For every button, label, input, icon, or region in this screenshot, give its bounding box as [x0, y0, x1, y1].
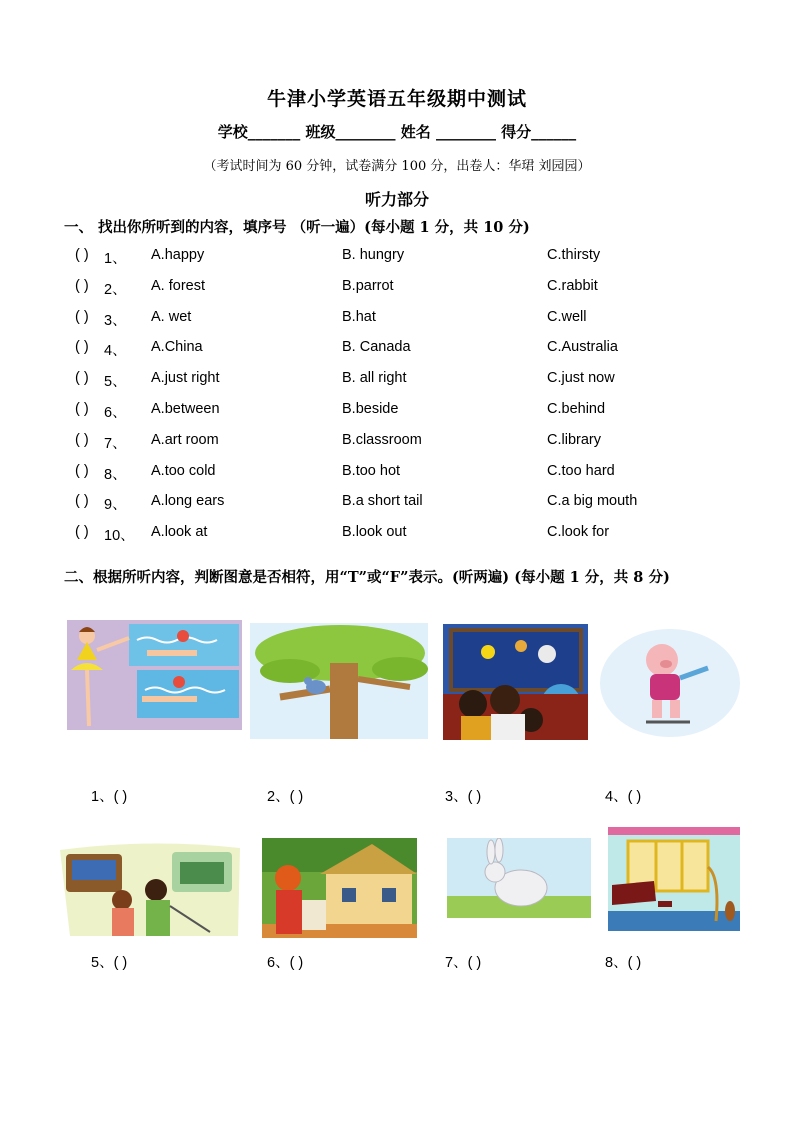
option-c: C.thirsty [547, 247, 601, 263]
picture-6-answer[interactable]: 6、( ) [267, 955, 304, 971]
picture-bird-in-tree [250, 623, 428, 739]
answer-bracket[interactable]: ( ) [75, 277, 89, 294]
option-a: A. wet [151, 308, 192, 325]
answer-bracket[interactable]: ( ) [75, 401, 89, 417]
picture-8-answer[interactable]: 8、( ) [605, 955, 642, 971]
option-a: A.happy [151, 247, 205, 263]
picture-1-answer[interactable]: 1、( ) [91, 789, 128, 805]
student-info-line: 学校_______ 班级________ 姓名 ________ 得分______ [217, 123, 577, 141]
option-a: A.China [151, 339, 203, 356]
question-number: 7、 [104, 435, 127, 452]
question-number: 3、 [104, 312, 127, 329]
option-b: B.classroom [342, 431, 422, 448]
option-b: B.too hot [342, 462, 401, 479]
answer-bracket[interactable]: ( ) [75, 431, 89, 448]
option-a: A. forest [151, 277, 205, 294]
option-b: B.look out [342, 524, 407, 541]
picture-7-answer[interactable]: 7、( ) [445, 955, 482, 971]
option-c: C.behind [547, 401, 606, 417]
picture-girl-near-house [262, 838, 417, 938]
option-b: B. Canada [342, 339, 411, 356]
part2-heading: 二、根据所听内容，判断图意是否相符，用“T”或“F”表示。(听两遍) (每小题 1 分，共 8 分) [64, 569, 670, 586]
answer-bracket[interactable]: ( ) [75, 493, 89, 510]
picture-children-school [60, 840, 240, 936]
option-c: C.look for [547, 524, 610, 541]
picture-music-room [608, 827, 740, 931]
option-b: B. hungry [342, 247, 405, 263]
option-c: C.a big mouth [547, 493, 638, 510]
option-a: A.art room [151, 431, 219, 448]
question-number: 8、 [104, 466, 127, 483]
picture-2-answer[interactable]: 2、( ) [267, 789, 304, 805]
option-c: C.Australia [547, 339, 618, 356]
question-number: 6、 [104, 405, 127, 421]
picture-rabbit [447, 838, 591, 918]
option-b: B.parrot [342, 277, 394, 294]
picture-dancer-swimmers [67, 620, 242, 730]
question-number: 5、 [104, 374, 127, 391]
option-b: B.beside [342, 401, 399, 417]
option-c: C.rabbit [547, 277, 598, 294]
answer-bracket[interactable]: ( ) [75, 370, 89, 387]
listening-section-title: 听力部分 [364, 190, 429, 209]
answer-bracket[interactable]: ( ) [75, 339, 89, 356]
answer-bracket[interactable]: ( ) [75, 462, 89, 479]
option-c: C.library [547, 431, 601, 448]
picture-5-answer[interactable]: 5、( ) [91, 955, 128, 971]
question-number: 2、 [104, 281, 127, 298]
option-a: A.just right [151, 370, 220, 387]
option-b: B.hat [342, 308, 376, 325]
answer-bracket[interactable]: ( ) [75, 524, 89, 541]
picture-3-answer[interactable]: 3、( ) [445, 789, 482, 805]
option-a: A.long ears [151, 493, 225, 510]
option-c: C.well [547, 308, 587, 325]
option-b: B.a short tail [342, 493, 423, 510]
picture-4-answer[interactable]: 4、( ) [605, 789, 642, 805]
option-a: A.between [151, 401, 220, 417]
picture-children-at-aquarium [443, 624, 588, 740]
option-a: A.too cold [151, 462, 216, 479]
question-number: 4、 [104, 343, 127, 360]
picture-pig-skating [598, 626, 743, 740]
question-number: 10、 [104, 528, 135, 545]
question-number: 1、 [104, 251, 127, 267]
answer-bracket[interactable]: ( ) [75, 308, 89, 325]
page-title: 牛津小学英语五年级期中测试 [266, 88, 527, 110]
option-a: A.look at [151, 524, 208, 541]
answer-bracket[interactable]: ( ) [75, 247, 89, 263]
part1-heading: 一、 找出你所听到的内容，填序号 （听一遍）(每小题 1 分，共 10 分) [64, 219, 530, 236]
option-c: C.just now [547, 370, 615, 387]
question-number: 9、 [104, 497, 127, 514]
option-b: B. all right [342, 370, 407, 387]
option-c: C.too hard [547, 462, 615, 479]
exam-note: （考试时间为 60 分钟，试卷满分 100 分，出卷人：华珺 刘园园） [203, 159, 591, 174]
